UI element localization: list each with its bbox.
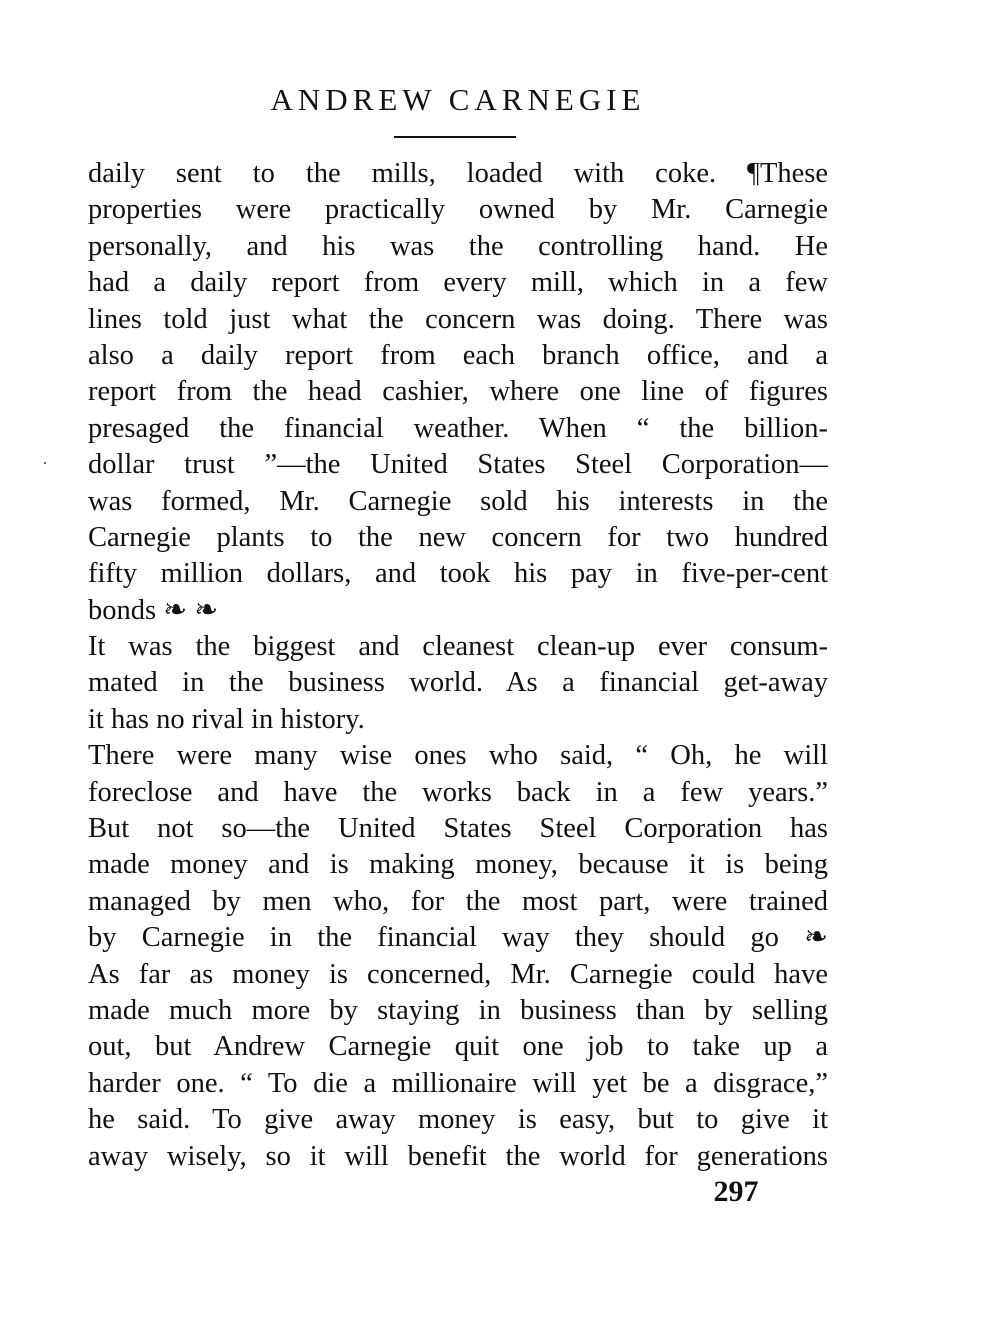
text-line: fifty million dollars, and took his pay in five-per-cent [88,558,828,590]
text-line: dollar trust ”—the United States Steel Corporation— [88,449,828,481]
text-line: out, but Andrew Carnegie quit one job to take up a [88,1031,828,1063]
page-number: 297 [713,1175,759,1208]
body-text [88,156,828,1175]
text-line: had a daily report from every mill, which in a few [88,267,828,299]
text-line: report from the head cashier, where one line of figures [88,376,828,408]
text-line: Carnegie plants to the new concern for two hundred [88,521,828,553]
text-line: it has no rival in history. [88,703,365,735]
running-head: ANDREW CARNEGIE [270,82,646,117]
text-line: was formed, Mr. Carnegie sold his interests in the [88,485,828,517]
text-line: made money and is making money, because it is being [88,849,828,881]
head-rule [394,136,516,138]
text-line: away wisely, so it will benefit the world for generations [88,1140,828,1172]
text-line: As far as money is concerned, Mr. Carnegie could have [88,958,828,990]
text-line: foreclose and have the works back in a few years.” [88,776,828,808]
text-line: personally, and his was the controlling hand. He [88,230,828,262]
text-line: mated in the business world. As a financial get-away [88,667,828,699]
text-line: properties were practically owned by Mr. Carnegie [88,194,828,226]
text-line: But not so—the United States Steel Corporation has [88,813,828,845]
text-line: also a daily report from each branch office, and a [88,339,828,371]
text-line: bonds ❧ ❧ [88,594,219,626]
text-line: presaged the financial weather. When “ the billion- [88,412,828,444]
text-line: by Carnegie in the financial way they should go ❧ [88,922,828,954]
text-line: lines told just what the concern was doing. There was [88,303,828,335]
text-line: It was the biggest and cleanest clean-up ever consum- [88,631,828,663]
text-line: managed by men who, for the most part, were trained [88,885,828,917]
text-line: harder one. “ To die a millionaire will yet be a disgrace,” [88,1067,828,1099]
text-line: daily sent to the mills, loaded with coke. ¶These [88,158,828,189]
text-line: he said. To give away money is easy, but to give it [88,1104,828,1136]
text-line: made much more by staying in business than by selling [88,994,828,1026]
text-line: There were many wise ones who said, “ Oh, he will [88,740,828,772]
margin-mark [44,462,46,464]
